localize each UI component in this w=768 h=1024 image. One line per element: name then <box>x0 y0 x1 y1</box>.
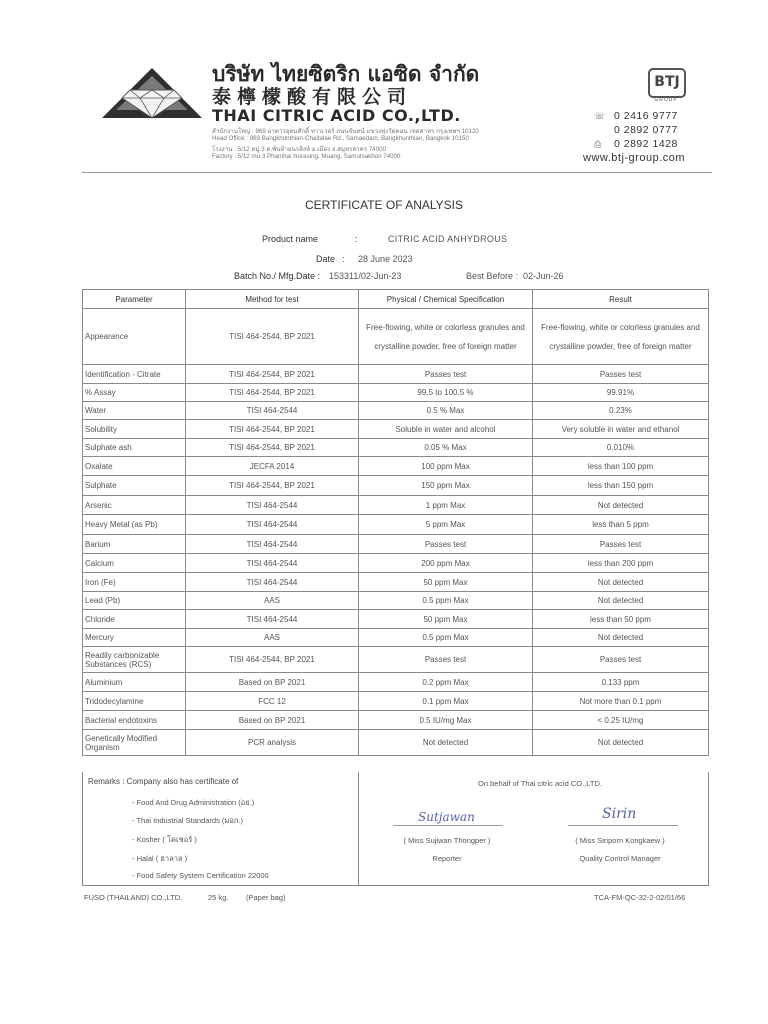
table-row <box>83 439 709 457</box>
parameter-cell: Sulphate <box>83 476 186 496</box>
btj-group-logo: BTJ <box>648 68 686 98</box>
reporter-name: ( Miss Sujiwan Thongper ) <box>403 836 491 845</box>
method-cell: TISI 464-2544, BP 2021 <box>186 384 359 402</box>
footer-doc-code: TCA-FM-QC-32-2-02/01/66 <box>594 893 686 902</box>
table-row <box>83 457 709 476</box>
parameter-cell: Solubility <box>83 420 186 439</box>
spec-cell: 100 ppm Max <box>359 457 533 476</box>
parameter-cell: Heavy Metal (as Pb) <box>83 515 186 535</box>
address-line: Factory : 5/12 mu 3 Phanthai Norasing, Muang, Samutsakhon 74000 <box>212 153 401 160</box>
batch-value: 153311/02-Jun-23 <box>329 271 402 281</box>
parameter-cell: Appearance <box>83 309 186 365</box>
result-cell: Not detected <box>533 592 709 610</box>
method-cell: TISI 464-2544, BP 2021 <box>186 309 359 365</box>
table-row <box>83 535 709 554</box>
table-row <box>83 592 709 610</box>
column-header: Result <box>533 290 709 309</box>
company-name-english: THAI CITRIC ACID CO.,LTD. <box>212 106 461 125</box>
phone-1-number: 0 2416 9777 <box>614 110 678 122</box>
spec-cell: 0.5 ppm Max <box>359 592 533 610</box>
footer-supplier: FUSO (THAILAND) CO.,LTD. <box>84 893 183 902</box>
spec-cell: 200 ppm Max <box>359 554 533 573</box>
remarks-title: Remarks : Company also has certificate of <box>88 777 239 786</box>
company-name-thai: บริษัท ไทยซิตริก แอซิด จำกัด <box>212 62 480 86</box>
remarks-box <box>82 772 709 886</box>
spec-cell: 0.5 % Max <box>359 402 533 420</box>
method-cell: Based on BP 2021 <box>186 711 359 730</box>
footer-packaging: (Paper bag) <box>246 893 286 902</box>
remark-item: - Food And Drug Administration (อย.) <box>132 798 255 807</box>
spec-cell: Not detected <box>359 730 533 756</box>
manager-signature-line <box>568 825 678 826</box>
method-cell: TISI 464-2544, BP 2021 <box>186 647 359 673</box>
method-cell: TISI 464-2544 <box>186 573 359 592</box>
spec-cell: 99.5 to 100.5 % <box>359 384 533 402</box>
method-cell: TISI 464-2544 <box>186 554 359 573</box>
method-cell: JECFA 2014 <box>186 457 359 476</box>
result-cell: Not detected <box>533 730 709 756</box>
parameter-cell: Tridodecylamine <box>83 692 186 711</box>
reporter-signature-line <box>393 825 503 826</box>
parameter-cell: Chloride <box>83 610 186 629</box>
result-cell: 0.23% <box>533 402 709 420</box>
parameter-cell: Oxalate <box>83 457 186 476</box>
batch-label: Batch No./ Mfg.Date : <box>234 271 321 281</box>
result-cell: Free-flowing, white or colorless granules and crystalline powder, free of foreign matter <box>533 309 709 365</box>
result-cell: Passes test <box>533 535 709 554</box>
best-before-value: 02-Jun-26 <box>523 271 564 281</box>
method-cell: TISI 464-2544, BP 2021 <box>186 439 359 457</box>
result-cell: less than 50 ppm <box>533 610 709 629</box>
spec-cell: 0.2 ppm Max <box>359 673 533 692</box>
result-cell: Very soluble in water and ethanol <box>533 420 709 439</box>
address-line: Head Office : 969 Bangkhunthian-Chaitalae Rd., Samaedam, Bangkhunthian, Bangkok 10150 <box>212 135 469 142</box>
method-cell: TISI 464-2544, BP 2021 <box>186 365 359 384</box>
parameter-cell: Lead (Pb) <box>83 592 186 610</box>
column-header: Parameter <box>83 290 186 309</box>
parameter-cell: Sulphate ash <box>83 439 186 457</box>
manager-title: Quality Control Manager <box>579 854 661 863</box>
spec-cell: 0.5 IU/mg Max <box>359 711 533 730</box>
reporter-title: Reporter <box>432 854 462 863</box>
remark-item: - Thai Industrial Standards (มอก.) <box>132 816 243 825</box>
spec-cell: 150 ppm Max <box>359 476 533 496</box>
method-cell: AAS <box>186 629 359 647</box>
reporter-signature: Sutjawan <box>418 810 475 824</box>
spec-cell: 0.05 % Max <box>359 439 533 457</box>
date-separator: : <box>342 254 345 264</box>
spec-cell: Free-flowing, white or colorless granules and crystalline powder, free of foreign matter <box>359 309 533 365</box>
product-name-label: Product name <box>262 234 319 244</box>
manager-signature: Sirin <box>602 806 637 822</box>
table-row <box>83 610 709 629</box>
spec-cell: 5 ppm Max <box>359 515 533 535</box>
footer-weight: 25 kg. <box>208 893 229 902</box>
parameter-cell: Arsenic <box>83 496 186 515</box>
result-cell: less than 100 ppm <box>533 457 709 476</box>
remark-item: - Halal ( ฮาลาล ) <box>132 854 188 863</box>
parameter-cell: Mercury <box>83 629 186 647</box>
table-row <box>83 309 709 365</box>
result-cell: 0.133 ppm <box>533 673 709 692</box>
result-cell: Not detected <box>533 629 709 647</box>
result-cell: Not detected <box>533 496 709 515</box>
remarks-divider <box>358 772 359 886</box>
table-header-row <box>83 290 709 309</box>
method-cell: TISI 464-2544 <box>186 535 359 554</box>
table-row <box>83 365 709 384</box>
fax-number: 0 2892 1428 <box>614 138 678 150</box>
result-cell: 0.010% <box>533 439 709 457</box>
product-name-value: CITRIC ACID ANHYDROUS <box>388 234 508 244</box>
method-cell: TISI 464-2544 <box>186 402 359 420</box>
result-cell: 99.91% <box>533 384 709 402</box>
table-row <box>83 730 709 756</box>
parameter-cell: Bacterial endotoxins <box>83 711 186 730</box>
column-header: Method for test <box>186 290 359 309</box>
method-cell: AAS <box>186 592 359 610</box>
result-cell: less than 200 ppm <box>533 554 709 573</box>
date-label: Date <box>316 254 336 264</box>
method-cell: TISI 464-2544 <box>186 496 359 515</box>
btj-group-label: GROUP <box>654 97 678 103</box>
phone-2 <box>594 124 678 136</box>
result-cell: < 0.25 IU/mg <box>533 711 709 730</box>
method-cell: FCC 12 <box>186 692 359 711</box>
table-row <box>83 420 709 439</box>
table-row <box>83 573 709 592</box>
table-row <box>83 673 709 692</box>
table-row <box>83 476 709 496</box>
parameter-cell: Barium <box>83 535 186 554</box>
spec-cell: 0.5 ppm Max <box>359 629 533 647</box>
parameter-cell: Iron (Fe) <box>83 573 186 592</box>
spec-cell: Passes test <box>359 535 533 554</box>
table-row <box>83 554 709 573</box>
table-row <box>83 384 709 402</box>
phone-1 <box>594 110 678 122</box>
fax <box>594 138 678 150</box>
address-line: สำนักงานใหญ่ : 969 อาคารอุดมศักดิ์ ทาวเวอร์ ถนนจันทน์ แขวงทุ่งวัดดอน เขตสาทร กรุงเทพฯ 10120 <box>212 128 479 135</box>
fax-icon: ⎙ <box>594 139 602 149</box>
table-row <box>83 647 709 673</box>
table-row <box>83 496 709 515</box>
phone-2-number: 0 2892 0777 <box>614 124 678 136</box>
remark-item: - Food Safety System Certification 22000 <box>132 871 269 880</box>
table-row <box>83 692 709 711</box>
product-name-separator: : <box>355 234 358 244</box>
address-line: โรงงาน : 5/12 หมู่ 3 ต.พันท้ายนรสิงห์ อ.เมือง จ.สมุทรสาคร 74000 <box>212 146 387 153</box>
company-logo <box>100 64 204 120</box>
parameter-cell: Aluminium <box>83 673 186 692</box>
on-behalf-text: On behalf of Thai citric acid CO.,LTD. <box>478 779 602 788</box>
spec-cell: Soluble in water and alcohol <box>359 420 533 439</box>
parameter-cell: Calcium <box>83 554 186 573</box>
column-header: Physical / Chemical Specification <box>359 290 533 309</box>
result-cell: Passes test <box>533 647 709 673</box>
manager-name: ( Miss Siriporn Kongkaew ) <box>575 836 665 845</box>
result-cell: Not more than 0.1 ppm <box>533 692 709 711</box>
analysis-table <box>82 289 709 756</box>
table-row <box>83 402 709 420</box>
parameter-cell: Identification - Citrate <box>83 365 186 384</box>
header-divider <box>82 172 712 173</box>
document-title: CERTIFICATE OF ANALYSIS <box>304 198 464 212</box>
result-cell: Not detected <box>533 573 709 592</box>
best-before-label: Best Before : <box>466 271 519 281</box>
result-cell: less than 150 ppm <box>533 476 709 496</box>
spec-cell: 0.1 ppm Max <box>359 692 533 711</box>
method-cell: TISI 464-2544, BP 2021 <box>186 420 359 439</box>
parameter-cell: Water <box>83 402 186 420</box>
phone-icon: ☏ <box>594 111 606 121</box>
parameter-cell: Genetically Modified Organism <box>83 730 186 756</box>
parameter-cell: Readily carbonizable Substances (RCS) <box>83 647 186 673</box>
table-row <box>83 711 709 730</box>
method-cell: PCR analysis <box>186 730 359 756</box>
diamond-logo-icon <box>100 64 204 120</box>
method-cell: TISI 464-2544 <box>186 610 359 629</box>
table-row <box>83 629 709 647</box>
result-cell: Passes test <box>533 365 709 384</box>
remark-item: - Kosher ( โคเชอร์ ) <box>132 835 197 844</box>
spec-cell: 50 ppm Max <box>359 610 533 629</box>
spec-cell: 1 ppm Max <box>359 496 533 515</box>
spec-cell: Passes test <box>359 647 533 673</box>
method-cell: Based on BP 2021 <box>186 673 359 692</box>
company-name-chinese: 泰檸檬酸有限公司 <box>212 86 413 108</box>
spec-cell: Passes test <box>359 365 533 384</box>
method-cell: TISI 464-2544 <box>186 515 359 535</box>
date-value: 28 June 2023 <box>358 254 413 264</box>
result-cell: less than 5 ppm <box>533 515 709 535</box>
parameter-cell: % Assay <box>83 384 186 402</box>
table-row <box>83 515 709 535</box>
method-cell: TISI 464-2544, BP 2021 <box>186 476 359 496</box>
website: www.btj-group.com <box>583 152 686 164</box>
spec-cell: 50 ppm Max <box>359 573 533 592</box>
